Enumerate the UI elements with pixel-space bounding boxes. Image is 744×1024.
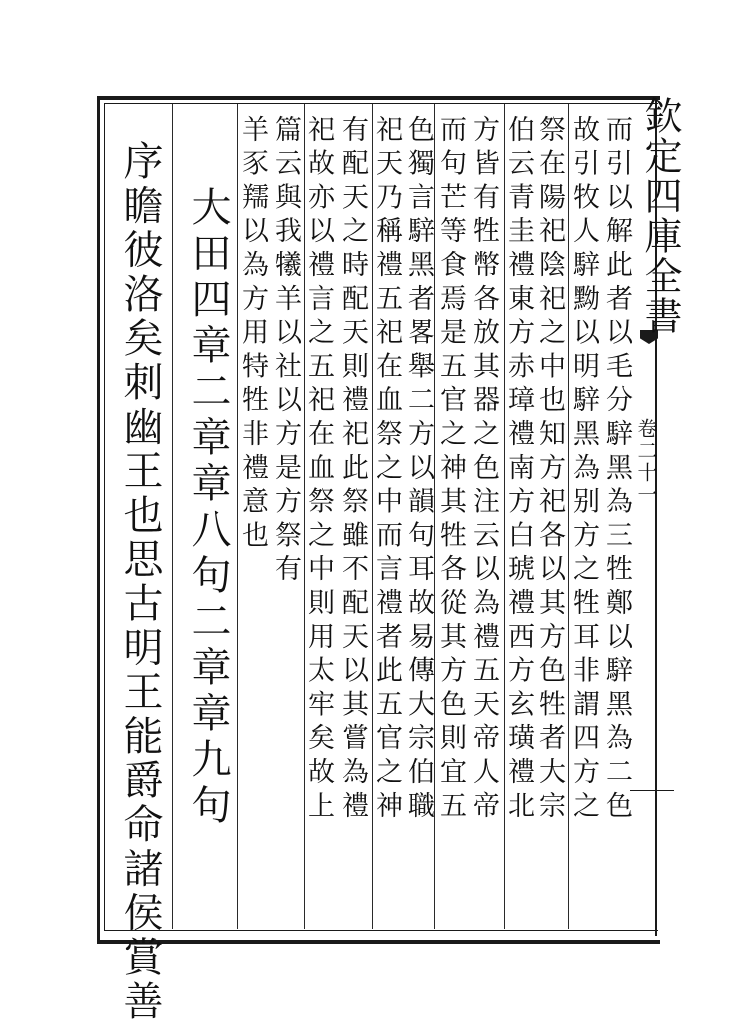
text-column: 而句芒等食焉是五官之神其牲各從其方色則宜五 [435,115,466,825]
column-rule [172,104,173,929]
fold-rule [630,790,674,791]
preface-column: 序瞻彼洛矣刺幽王也思古明王能爵命諸侯賞善 [117,140,163,1024]
text-column: 伯云青圭禮東方赤璋禮南方白琥禮西方玄璜禮北 [503,115,534,825]
text-column: 篇云與我犧羊以社以方是方祭有 [270,115,301,589]
text-column: 祀故亦以禮言之五祀在血祭之中則用太牢矣故上 [303,115,334,825]
text-column: 祭在陽祀陰祀之中也知方祀各以其方色牲者大宗 [534,115,565,825]
text-column: 而引以解此者以毛分騂黑為三牲鄭以騂黑為二色 [601,115,632,825]
chapter-summary: 大田四章二章章八句二章章九句 [185,186,231,830]
text-column: 有配天之時配天則禮祀此祭雖不配天以其嘗為禮 [337,115,368,825]
book-title: 欽定四庫全書 [638,96,682,336]
text-column: 方皆有牲幣各放其器之色注云以為禮五天帝人帝 [468,115,499,825]
text-column: 羊豕羺以為方用特牲非禮意也 [237,115,268,555]
text-column: 祀天乃稱禮五祀在血祭之中而言禮者此五官之神 [371,115,402,825]
text-column: 故引牧人騂黝以明騂黑為别方之牲耳非謂四方之 [568,115,599,825]
text-column: 色獨言騂黑者畧舉二方以韻句耳故易傳大宗伯職 [403,115,434,825]
juan-number: 卷二十一 [634,418,658,506]
